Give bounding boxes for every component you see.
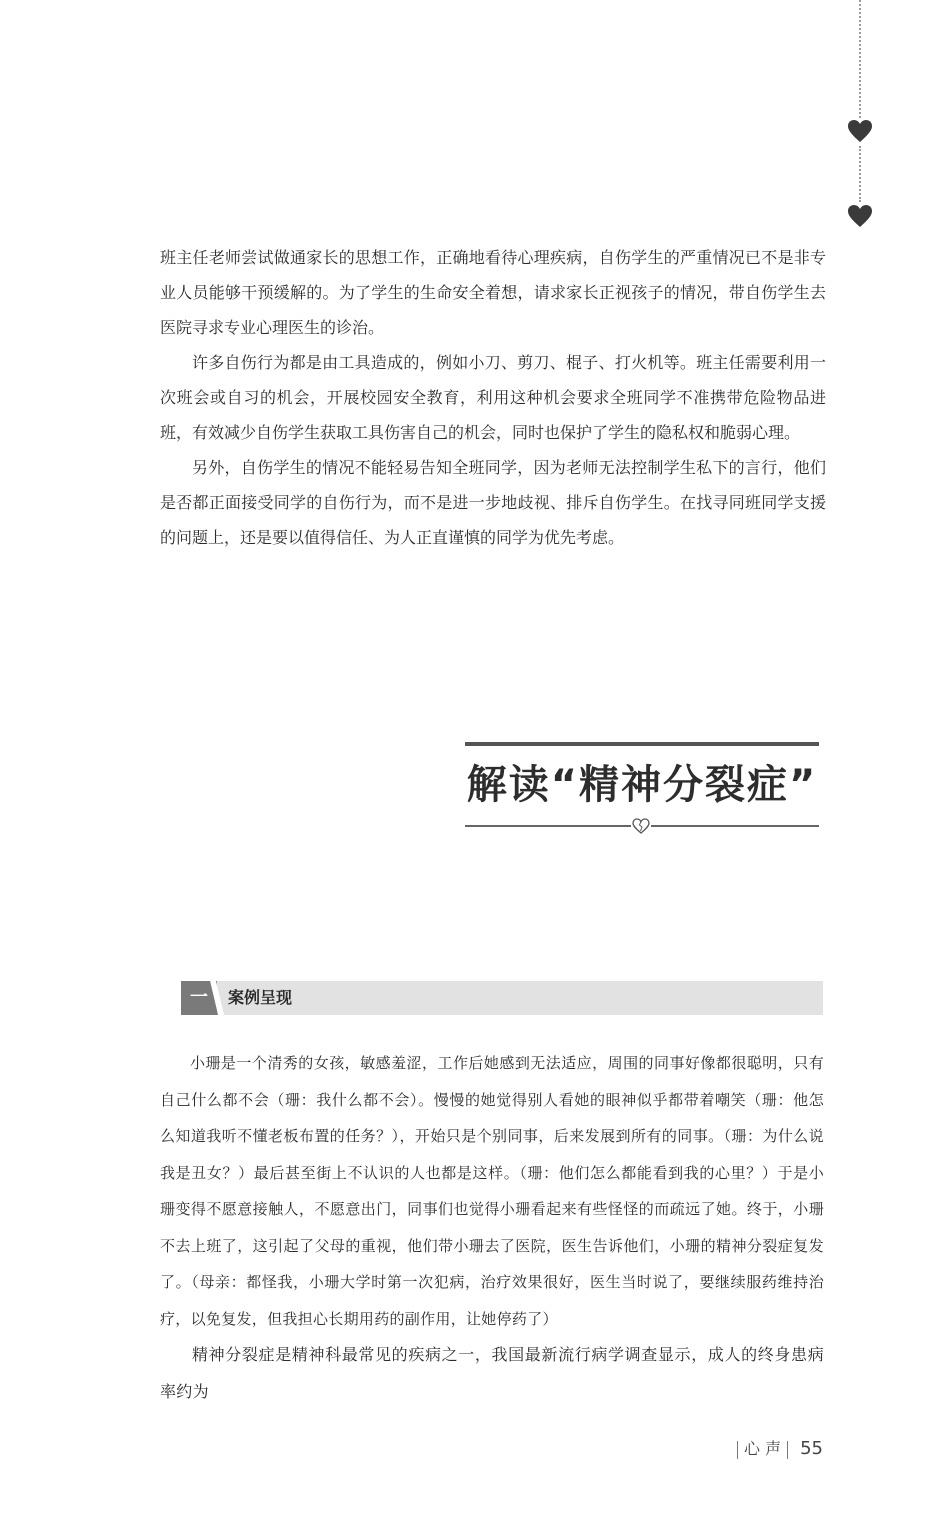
chapter-title: 解读“精神分裂症” — [466, 762, 818, 808]
body-text-top — [160, 240, 826, 555]
footer-divider — [737, 1441, 738, 1459]
broken-heart-icon — [631, 817, 651, 835]
heart-icon — [847, 203, 873, 229]
section-number: 一 — [181, 981, 217, 1015]
page-number: 55 — [800, 1438, 823, 1459]
section-label: 案例呈现 — [228, 988, 293, 1007]
section-slant-divider — [210, 981, 224, 1015]
paragraph: 小珊是一个清秀的女孩，敏感羞涩，工作后她感到无法适应，周围的同事好像都很聪明，只有自己什么都不会（珊：我什么都不会）。慢慢的她觉得别人看她的眼神似乎都带着嘲笑（珊：他怎么知道我听不懂老板布置的任务？），开始只是个别同事，后来发展到所有的同事。（珊：为什么说我是丑女？）最后甚至街上不认识的人也都是这样。（珊：他们怎么都能看到我的心里？）于是小珊变得不愿意接触人，不愿意出门，同事们也觉得小珊看起来有些怪怪的而疏远了她。终于，小珊不去上班了，这引起了父母的重视，他们带小珊去了医院，医生告诉他们，小珊的精神分裂症复发了。（母亲：都怪我，小珊大学时第一次犯病，治疗效果很好，医生当时说了，要继续服药维持治疗，以免复发，但我担心长期用药的副作用，让她停药了） — [160, 1054, 824, 1328]
title-top-rule — [465, 742, 819, 746]
paragraph: 班主任老师尝试做通家长的思想工作，正确地看待心理疾病，自伤学生的严重情况已不是非专业人员能够干预缓解的。为了学生的生命安全着想，请求家长正视孩子的情况，带自伤学生去医院寻求专业心理医生的诊治。 — [160, 248, 826, 337]
paragraph: 许多自伤行为都是由工具造成的，例如小刀、剪刀、棍子、打火机等。班主任需要利用一次班会或自习的机会，开展校园安全教育，利用这种机会要求全班同学不准携带危险物品进班，有效减少自伤学生获取工具伤害自己的机会，同时也保护了学生的隐私权和脆弱心理。 — [160, 353, 826, 442]
heart-icon — [847, 118, 873, 144]
dotted-line — [859, 146, 861, 202]
paragraph: 精神分裂症是精神科最常见的疾病之一，我国最新流行病学调查显示，成人的终身患病率约为 — [160, 1345, 824, 1401]
footer-divider — [787, 1441, 788, 1459]
decorative-heart-string — [845, 0, 875, 240]
case-text — [160, 1045, 824, 1410]
footer-section-name: 心 声 — [744, 1439, 782, 1458]
page-footer — [731, 1437, 823, 1461]
paragraph: 另外，自伤学生的情况不能轻易告知全班同学，因为老师无法控制学生私下的言行，他们是否都正面接受同学的自伤行为，而不是进一步地歧视、排斥自伤学生。在找寻同班同学支援的问题上，还是要以值得信任、为人正直谨慎的同学为优先考虑。 — [160, 458, 826, 547]
dotted-line — [859, 0, 861, 118]
